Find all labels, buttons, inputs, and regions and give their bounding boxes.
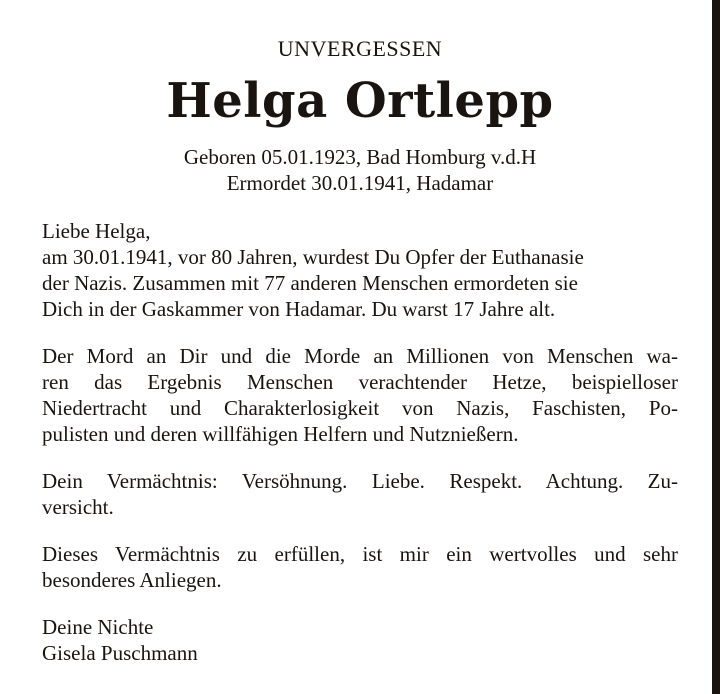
signature-name: Gisela Puschmann: [42, 641, 198, 665]
text-line: ren das Ergebnis Menschen verachtender Hetze, beispielloser: [42, 370, 678, 394]
text-line: der Nazis. Zusammen mit 77 anderen Menschen ermordeten sie: [42, 271, 578, 295]
paragraph-history: [42, 343, 678, 447]
paragraph-greeting: [42, 218, 678, 322]
text-line: Dein Vermächtnis: Versöhnung. Liebe. Respekt. Achtung. Zu-: [42, 469, 678, 493]
signature-block: [42, 614, 678, 666]
text-line: pulisten und deren willfähigen Helfern und Nutznießern.: [42, 422, 519, 446]
text-line: Dieses Vermächtnis zu erfüllen, ist mir ein wertvolles und sehr: [42, 542, 678, 566]
text-line: Der Mord an Dir und die Morde an Millionen von Menschen wa-: [42, 344, 678, 368]
text-line: am 30.01.1941, vor 80 Jahren, wurdest Du Opfer der Euthanasie: [42, 245, 584, 269]
notice-body: [42, 218, 678, 593]
text-line: Liebe Helga,: [42, 219, 151, 243]
text-line: versicht.: [42, 495, 114, 519]
text-line: Niedertracht und Charakterlosigkeit von Nazis, Faschisten, Po-: [42, 396, 678, 420]
deceased-name: Helga Ortlepp: [166, 73, 554, 129]
text-line: besonderes Anliegen.: [42, 568, 222, 592]
signature-relation: Deine Nichte: [42, 615, 154, 639]
paragraph-wish: [42, 541, 678, 593]
notice-kicker: UNVERGESSEN: [277, 36, 443, 61]
paragraph-legacy: [42, 468, 678, 520]
death-line: Ermordet 30.01.1941, Hadamar: [226, 171, 494, 195]
notice-content: [42, 34, 678, 666]
text-line: Dich in der Gaskammer von Hadamar. Du warst 17 Jahre alt.: [42, 297, 556, 321]
birth-line: Geboren 05.01.1923, Bad Homburg v.d.H: [183, 145, 537, 169]
